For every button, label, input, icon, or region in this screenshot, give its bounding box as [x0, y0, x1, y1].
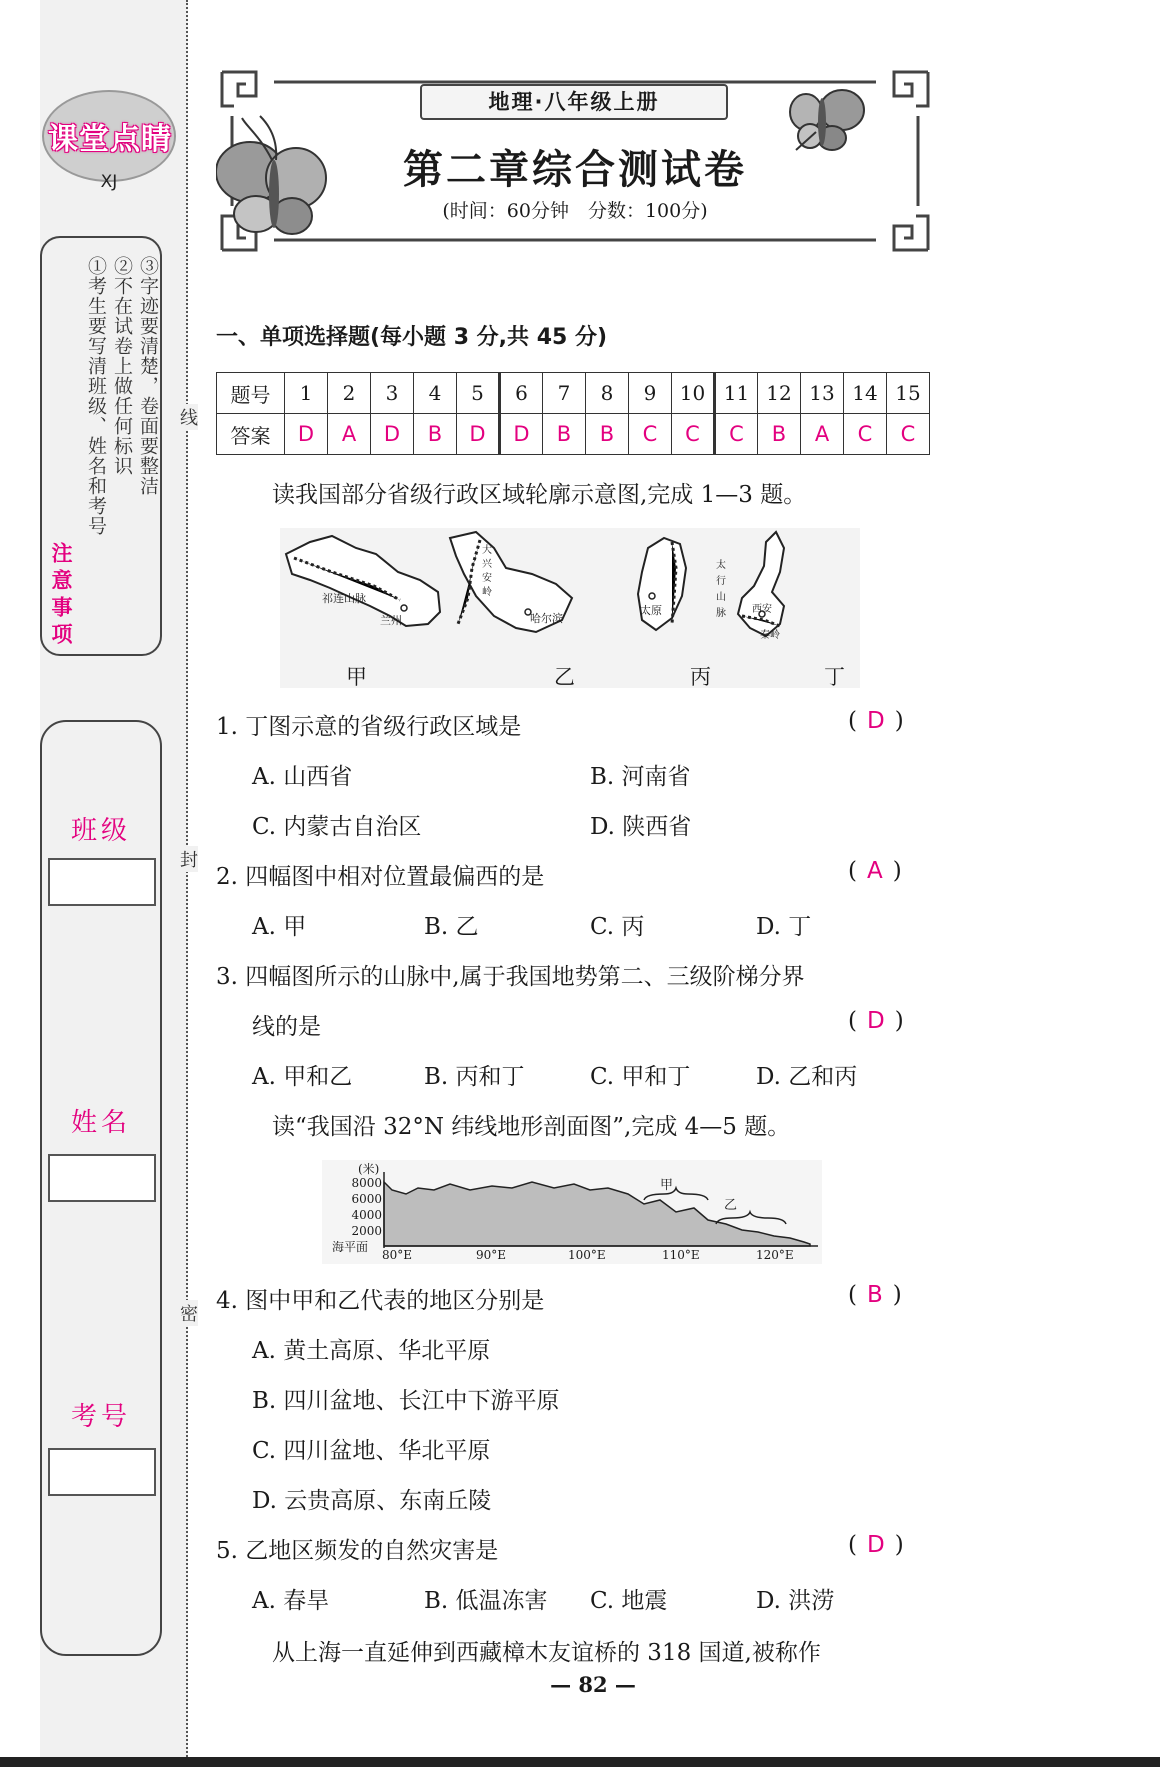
- map-ding-mountain: 秦岭: [760, 630, 780, 641]
- table-answer-cell[interactable]: D: [371, 414, 414, 455]
- profile-x-tick: 120°E: [756, 1248, 794, 1262]
- province-maps-figure: [280, 528, 860, 688]
- answer-table-number-row: [217, 373, 930, 414]
- map-yi-mountain-char: 岭: [482, 587, 492, 598]
- terrain-profile-figure: [322, 1160, 822, 1264]
- name-field[interactable]: [48, 1154, 156, 1202]
- table-num-cell: 12: [758, 373, 801, 414]
- table-answer-cell[interactable]: C: [715, 414, 758, 455]
- table-num-cell: 1: [285, 373, 328, 414]
- table-answer-cell[interactable]: A: [328, 414, 371, 455]
- map-bing-mountain-char: 太: [716, 560, 726, 571]
- table-answer-cell[interactable]: B: [543, 414, 586, 455]
- table-header-answer: 答案: [217, 414, 285, 455]
- option-3c[interactable]: C. 甲和丁: [590, 1064, 691, 1090]
- question-4: [216, 1282, 544, 1315]
- logo-text: 课堂点睛: [48, 122, 172, 157]
- question-2: [216, 858, 544, 891]
- question-5: [216, 1532, 498, 1565]
- table-answer-cell[interactable]: B: [758, 414, 801, 455]
- paren-close: ): [892, 858, 902, 884]
- profile-x-tick: 90°E: [476, 1248, 507, 1262]
- question-text: 图中甲和乙代表的地区分别是: [245, 1288, 545, 1314]
- notice-item-2: ②不在试卷上做任何标识: [111, 256, 133, 476]
- answer-value: D: [866, 1532, 885, 1558]
- cut-mark-secret: 密: [180, 1300, 198, 1326]
- intro-road: 从上海一直延伸到西藏樟木友谊桥的 318 国道,被称作: [272, 1640, 821, 1666]
- answer-value: B: [866, 1282, 883, 1308]
- profile-y-tick: 海平面: [332, 1240, 369, 1254]
- option-3b[interactable]: B. 丙和丁: [424, 1064, 525, 1090]
- map-yi-mountain: [482, 544, 494, 600]
- table-num-cell: 10: [672, 373, 715, 414]
- title-frame: [216, 66, 934, 256]
- option-2d[interactable]: D. 丁: [756, 914, 812, 940]
- paren-close: ): [894, 1008, 904, 1034]
- map-bing-city: 太原: [640, 604, 662, 617]
- section-title: 一、单项选择题(每小题 3 分,共 45 分): [216, 325, 608, 350]
- map-caption-yi: 乙: [554, 665, 575, 689]
- table-num-cell: 15: [887, 373, 930, 414]
- option-1a[interactable]: A. 山西省: [252, 764, 353, 790]
- profile-y-tick: 2000: [351, 1224, 382, 1238]
- table-answer-cell[interactable]: C: [887, 414, 930, 455]
- option-2c[interactable]: C. 丙: [590, 914, 645, 940]
- profile-y-unit: (米): [358, 1162, 380, 1176]
- profile-y-tick: 6000: [351, 1192, 382, 1206]
- map-caption-ding: 丁: [824, 665, 845, 689]
- table-num-cell: 9: [629, 373, 672, 414]
- map-bing-mountain: [716, 558, 728, 622]
- question-text: 乙地区频发的自然灾害是: [245, 1538, 499, 1564]
- map-jia-city: 兰州: [380, 614, 402, 627]
- question-number: 5.: [216, 1538, 238, 1564]
- answer-value: D: [866, 708, 885, 734]
- exam-title: 第二章综合测试卷: [403, 146, 747, 193]
- page-edge: [0, 0, 40, 1767]
- paren-close: ): [894, 708, 904, 734]
- table-answer-cell[interactable]: B: [586, 414, 629, 455]
- profile-y-tick: 8000: [351, 1176, 382, 1190]
- table-answer-cell[interactable]: C: [844, 414, 887, 455]
- subject-label: 地理·八年级上册: [420, 84, 728, 120]
- cut-mark-seal: 封: [180, 846, 198, 872]
- exam-meta: (时间：60分钟 分数：100分): [442, 200, 708, 222]
- option-5b[interactable]: B. 低温冻害: [424, 1588, 548, 1614]
- table-num-cell: 2: [328, 373, 371, 414]
- question-number: 3.: [216, 964, 238, 990]
- class-label: 班级: [70, 816, 131, 846]
- table-num-cell: 8: [586, 373, 629, 414]
- paren-open: (: [848, 1532, 857, 1558]
- map-caption-jia: 甲: [346, 665, 367, 689]
- map-yi-city: 哈尔滨: [530, 612, 563, 625]
- answer-table-answer-row: [217, 414, 930, 455]
- map-jia-mountain: 祁连山脉: [322, 592, 366, 605]
- intro-profile: 读“我国沿 32°N 纬线地形剖面图”,完成 4—5 题。: [272, 1114, 791, 1140]
- map-caption-bing: 丙: [690, 665, 711, 689]
- map-bing-mountain-char: 行: [716, 576, 726, 587]
- table-header-number: 题号: [217, 373, 285, 414]
- question-text: 四幅图中相对位置最偏西的是: [245, 864, 545, 890]
- option-5d[interactable]: D. 洪涝: [756, 1588, 835, 1614]
- profile-marker-yi: 乙: [724, 1198, 738, 1213]
- question-number: 1.: [216, 714, 238, 740]
- paren-open: (: [848, 1008, 857, 1034]
- question-1: [216, 708, 521, 741]
- option-5c[interactable]: C. 地震: [590, 1588, 668, 1614]
- map-yi-mountain-char: 安: [482, 573, 492, 584]
- option-3d[interactable]: D. 乙和丙: [756, 1064, 858, 1090]
- option-4c[interactable]: C. 四川盆地、华北平原: [252, 1438, 491, 1464]
- answer-value: A: [866, 858, 883, 884]
- table-answer-cell[interactable]: B: [414, 414, 457, 455]
- table-num-cell: 11: [715, 373, 758, 414]
- table-answer-cell[interactable]: C: [629, 414, 672, 455]
- question-number: 2.: [216, 864, 238, 890]
- bottom-bar: [0, 1757, 1160, 1767]
- notice-box: [40, 236, 162, 656]
- answer-paren-2[interactable]: [848, 858, 902, 884]
- option-5a[interactable]: A. 春旱: [252, 1588, 330, 1614]
- logo-subtitle: XJ: [100, 172, 118, 192]
- map-yi-mountain-char: 兴: [482, 559, 492, 570]
- table-num-cell: 4: [414, 373, 457, 414]
- paren-open: (: [848, 1282, 857, 1308]
- option-1c[interactable]: C. 内蒙古自治区: [252, 814, 422, 840]
- option-2a[interactable]: A. 甲: [252, 914, 307, 940]
- question-3: [216, 958, 805, 991]
- map-bing-mountain-char: 脉: [716, 608, 726, 619]
- profile-x-tick: 110°E: [662, 1248, 700, 1262]
- table-answer-cell[interactable]: D: [285, 414, 328, 455]
- table-answer-cell[interactable]: C: [672, 414, 715, 455]
- option-4a[interactable]: A. 黄土高原、华北平原: [252, 1338, 491, 1364]
- question-text: 四幅图所示的山脉中,属于我国地势第二、三级阶梯分界: [245, 964, 805, 990]
- option-4b[interactable]: B. 四川盆地、长江中下游平原: [252, 1388, 560, 1414]
- option-4d[interactable]: D. 云贵高原、东南丘陵: [252, 1488, 492, 1514]
- option-1d[interactable]: D. 陕西省: [590, 814, 692, 840]
- answer-paren-5[interactable]: [848, 1532, 904, 1558]
- page-number: — 82 —: [550, 1672, 636, 1697]
- answer-paren-4[interactable]: [848, 1282, 902, 1308]
- student-info-box: [40, 720, 162, 1656]
- table-num-cell: 5: [457, 373, 500, 414]
- option-2b[interactable]: B. 乙: [424, 914, 479, 940]
- paren-open: (: [848, 858, 857, 884]
- option-1b[interactable]: B. 河南省: [590, 764, 691, 790]
- map-yi-mountain-char: 大: [482, 545, 492, 556]
- map-ding-city: 西安: [752, 604, 772, 615]
- intro-maps: 读我国部分省级行政区域轮廓示意图,完成 1—3 题。: [272, 482, 807, 508]
- table-num-cell: 14: [844, 373, 887, 414]
- cut-line: [186, 0, 188, 1760]
- table-answer-cell[interactable]: D: [500, 414, 543, 455]
- notice-item-3: ③字迹要清楚，卷面要整洁: [137, 256, 159, 496]
- answer-table: [216, 372, 930, 455]
- answer-value: D: [866, 1008, 885, 1034]
- cut-mark-line: 线: [180, 404, 198, 430]
- table-num-cell: 7: [543, 373, 586, 414]
- question-3-cont: 线的是: [252, 1014, 321, 1040]
- paren-close: ): [894, 1532, 904, 1558]
- table-num-cell: 3: [371, 373, 414, 414]
- profile-marker-jia: 甲: [660, 1178, 674, 1193]
- profile-y-tick: 4000: [351, 1208, 382, 1222]
- answer-paren-1[interactable]: [848, 708, 904, 734]
- exam-number-label: 考号: [70, 1402, 131, 1432]
- paren-open: (: [848, 708, 857, 734]
- name-label: 姓名: [70, 1108, 131, 1138]
- answer-paren-3[interactable]: [848, 1008, 904, 1034]
- notice-title: 注意事项: [49, 542, 73, 650]
- exam-number-field[interactable]: [48, 1448, 156, 1496]
- question-number: 4.: [216, 1288, 238, 1314]
- profile-x-tick: 80°E: [382, 1248, 413, 1262]
- notice-item-1: ①考生要写清班级、姓名和考号: [85, 256, 107, 536]
- table-num-cell: 6: [500, 373, 543, 414]
- table-num-cell: 13: [801, 373, 844, 414]
- publisher-logo: [42, 90, 178, 190]
- table-answer-cell[interactable]: D: [457, 414, 500, 455]
- map-bing-mountain-char: 山: [716, 592, 726, 603]
- table-answer-cell[interactable]: A: [801, 414, 844, 455]
- profile-x-tick: 100°E: [568, 1248, 606, 1262]
- option-3a[interactable]: A. 甲和乙: [252, 1064, 353, 1090]
- question-text: 丁图示意的省级行政区域是: [245, 714, 522, 740]
- class-field[interactable]: [48, 858, 156, 906]
- paren-close: ): [892, 1282, 902, 1308]
